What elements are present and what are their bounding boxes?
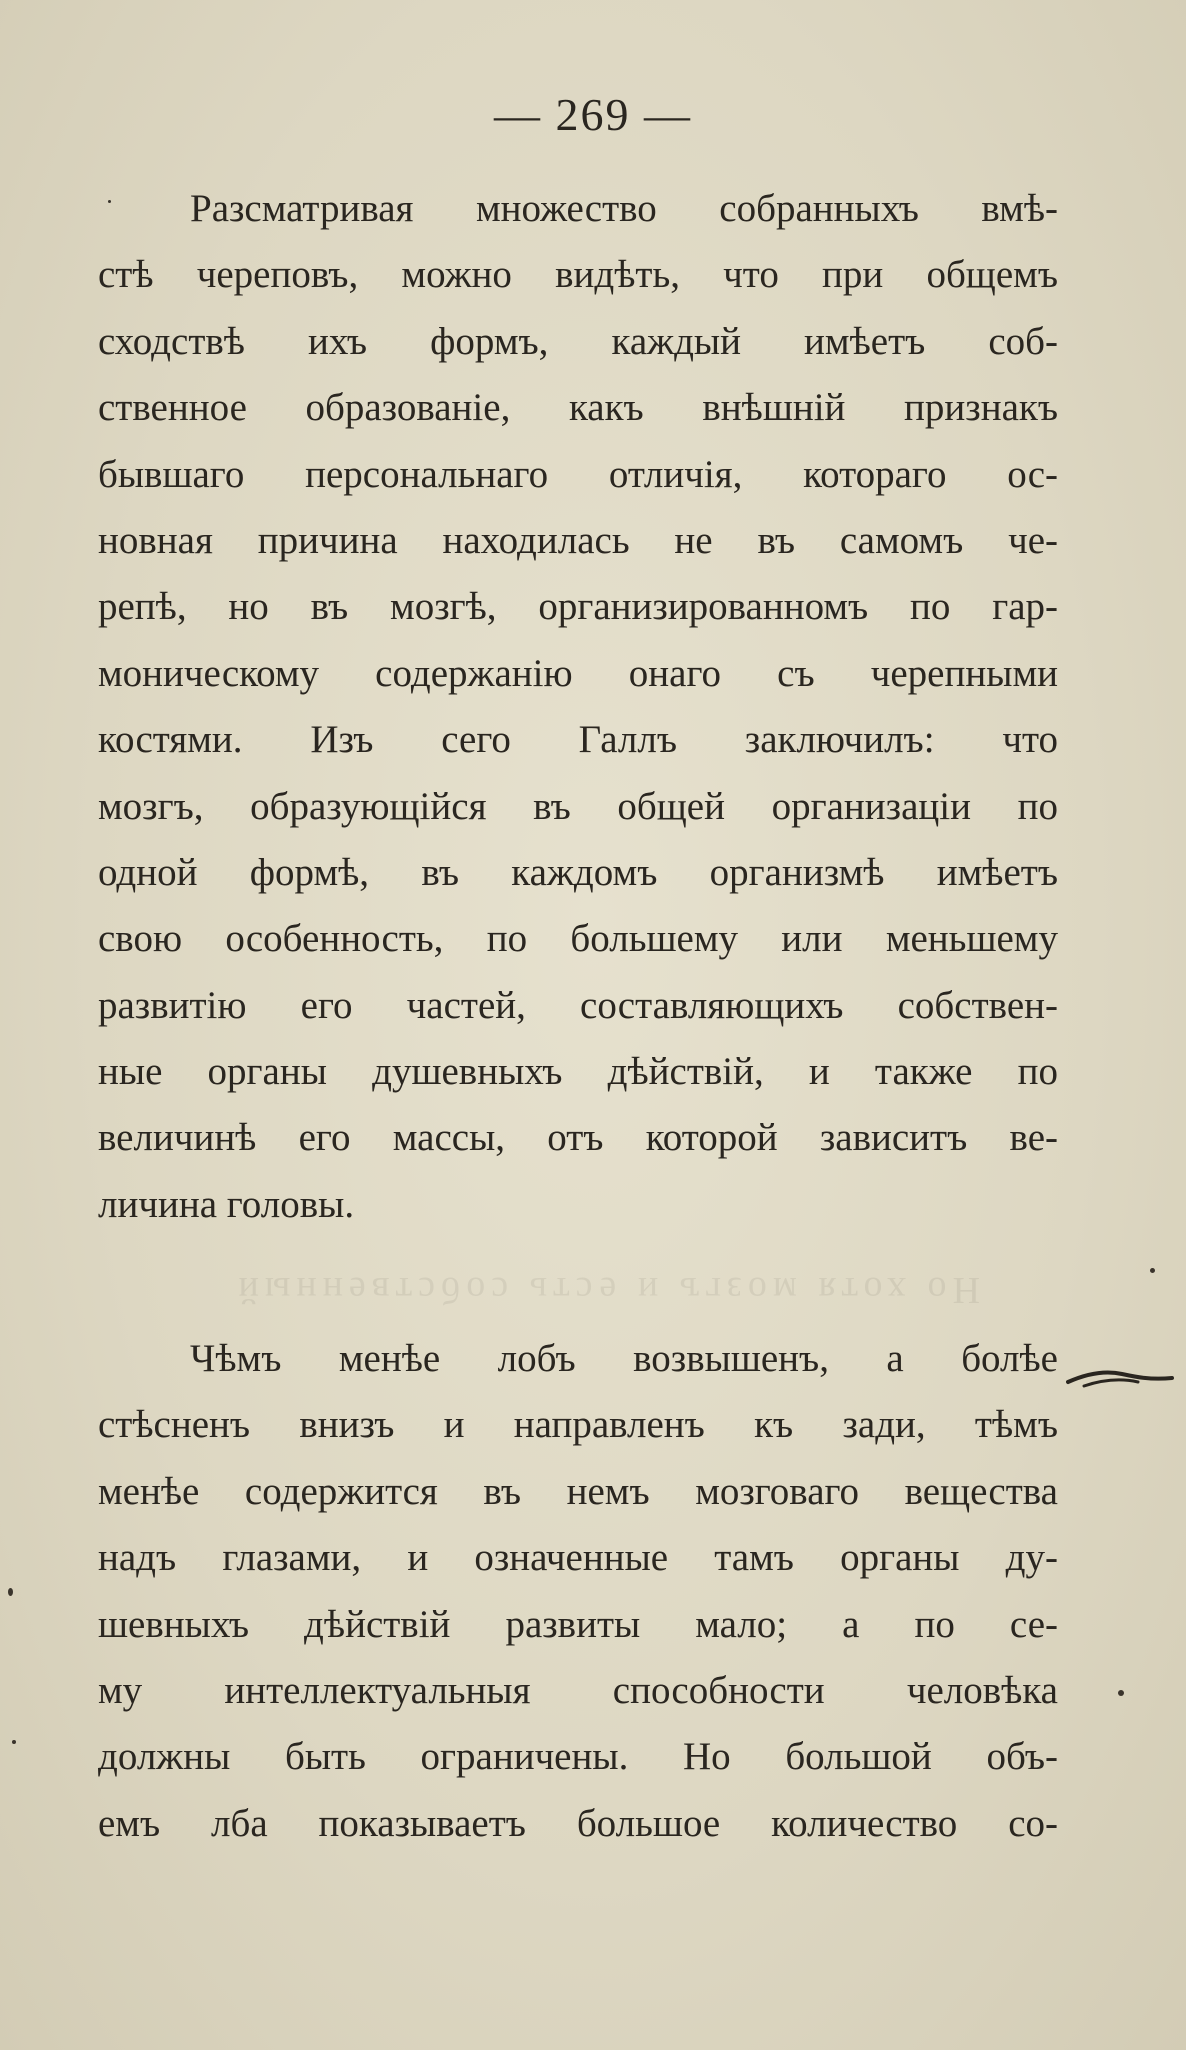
text-line: новная причина находилась не въ самомъ че-	[98, 518, 1058, 562]
text-line: величинѣ его массы, отъ которой зависитъ ве-	[98, 1116, 1058, 1160]
text-line: моническому содержанію онаго съ черепными	[98, 651, 1058, 695]
paragraph-2	[98, 1326, 1058, 1857]
paper-speck	[12, 1740, 16, 1744]
paragraph-1	[98, 176, 1058, 1238]
text-line: бывшаго персональнаго отличія, котораго ос-	[98, 452, 1058, 496]
text-line: Чѣмъ менѣе лобъ возвышенъ, а болѣе	[190, 1337, 1058, 1380]
text-line: одной формѣ, въ каждомъ организмѣ имѣетъ	[98, 850, 1058, 894]
text-line: личина головы.	[98, 1182, 355, 1226]
text-line: должны быть ограничены. Но большой объ-	[98, 1735, 1058, 1779]
paper-speck	[108, 200, 111, 203]
text-line: надъ глазами, и означенные тамъ органы ду-	[98, 1536, 1058, 1580]
text-line: развитію его частей, составляющихъ собствен-	[98, 983, 1058, 1027]
text-line: менѣе содержится въ немъ мозговаго вещества	[98, 1469, 1058, 1513]
text-line: стѣсненъ внизъ и направленъ къ зади, тѣмъ	[98, 1403, 1058, 1447]
text-line: костями. Изъ сего Галлъ заключилъ: что	[98, 718, 1058, 762]
text-line: шевныхъ дѣйствій развиты мало; а по се-	[98, 1602, 1058, 1646]
paper-speck	[1118, 1690, 1124, 1696]
text-line: репѣ, но въ мозгѣ, организированномъ по гар-	[98, 585, 1058, 629]
text-line: сходствѣ ихъ формъ, каждый имѣетъ соб-	[98, 319, 1058, 363]
text-line: Разсматривая множество собранныхъ вмѣ-	[190, 187, 1058, 230]
text-line: ные органы душевныхъ дѣйствій, и также по	[98, 1050, 1058, 1094]
text-line: свою особенность, по большему или меньшему	[98, 917, 1058, 961]
text-line: ственное образованіе, какъ внѣшній признакъ	[98, 386, 1058, 430]
paper-speck	[1150, 1268, 1155, 1273]
text-line: емъ лба показываетъ большое количество со-	[98, 1801, 1058, 1845]
text-line: мозгъ, образующійся въ общей организаціи по	[98, 784, 1058, 828]
pen-mark-icon	[1066, 1360, 1176, 1400]
paper-speck	[8, 1588, 13, 1596]
bleed-through-text: Но хотя мозгъ и есть собственный	[232, 1269, 980, 1311]
page-number: — 269 —	[494, 89, 692, 140]
text-line: му интеллектуальныя способности человѣка	[98, 1668, 1058, 1712]
text-line: стѣ череповъ, можно видѣть, что при общемъ	[98, 253, 1058, 297]
